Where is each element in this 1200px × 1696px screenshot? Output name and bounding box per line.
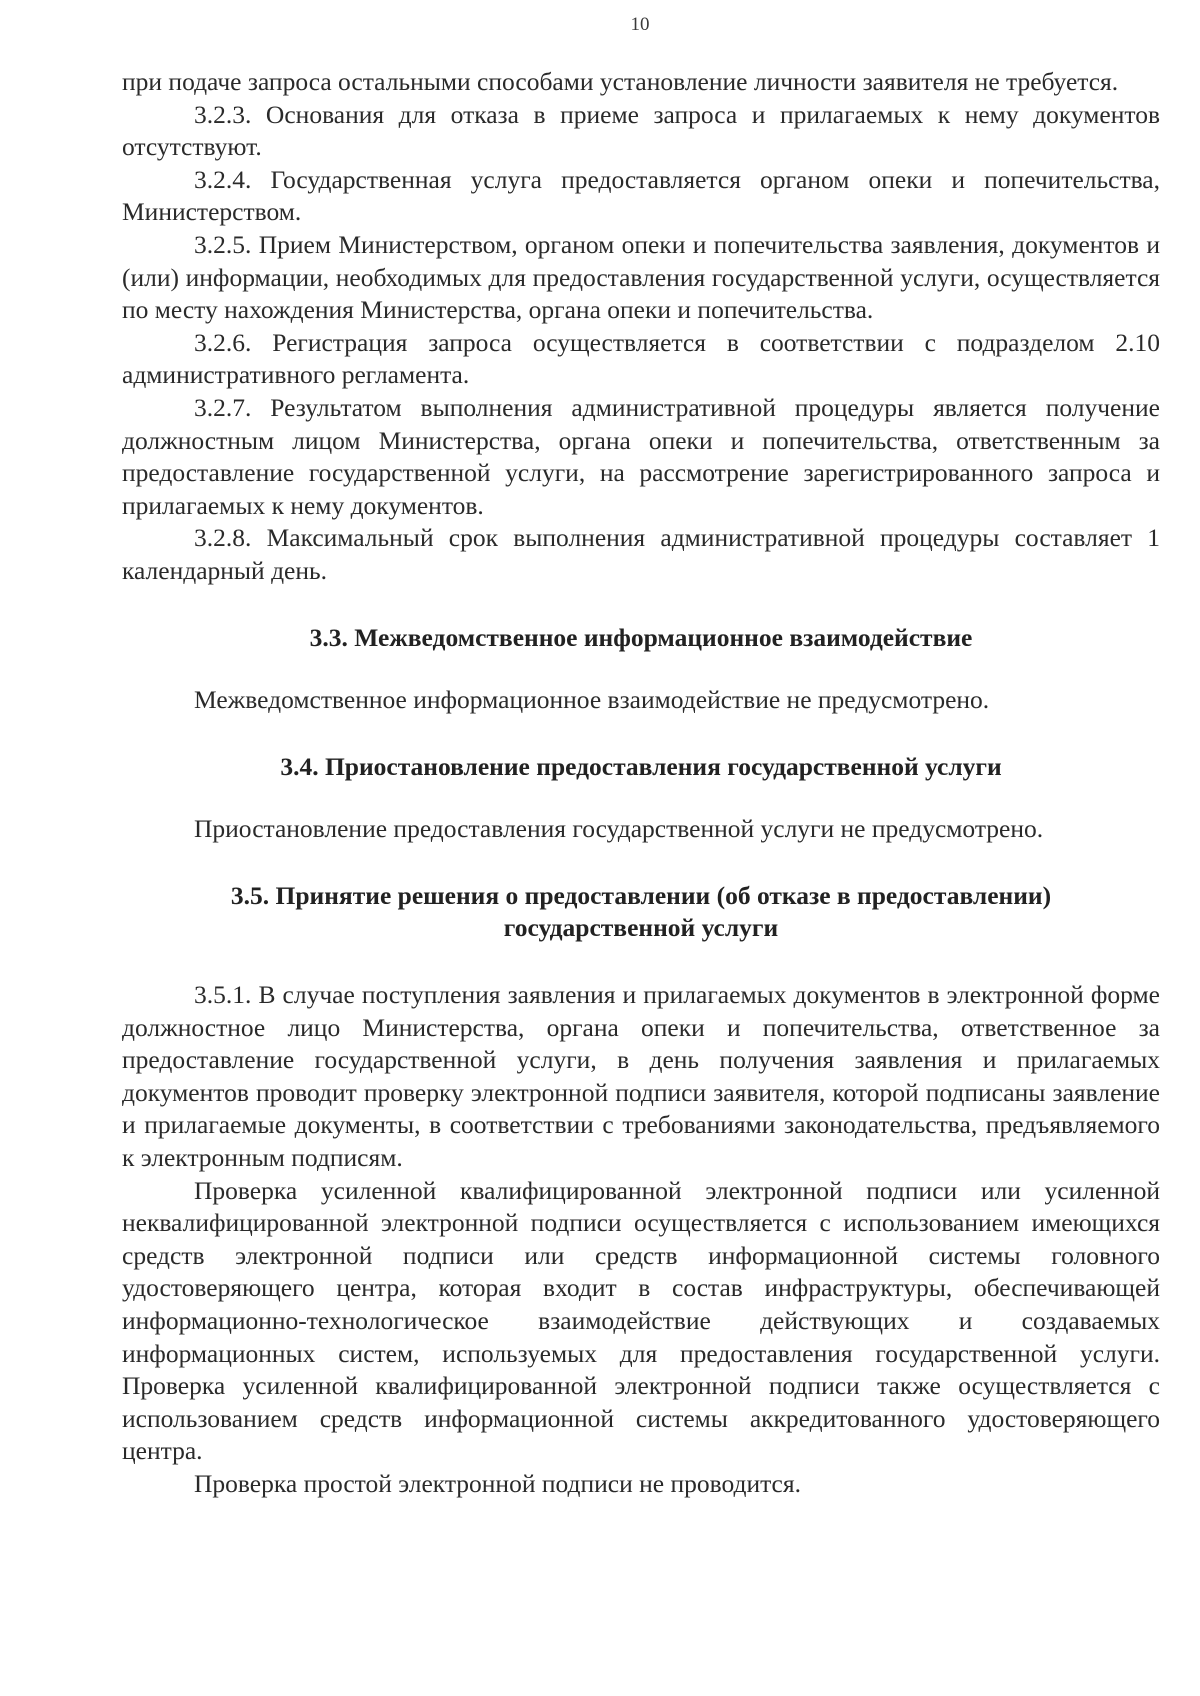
paragraph-3-2-4: 3.2.4. Государственная услуга предоставляется органом опеки и попечительства, Министерством. <box>122 164 1160 227</box>
paragraph-signature-check: Проверка усиленной квалифицированной электронной подписи или усиленной неквалифицированной электронной подписи осуществляется с использованием имеющихся средств электронной подписи или средств информационной системы головного удостоверяющего центра, которая входит в состав инфраструктуры, обеспечивающей информационно-технологическое взаимодействие действующих и создаваемых информационных систем, используемых для предоставления государственной услуги. Проверка усиленной квалифицированной электронной подписи также осуществляется с использованием средств информационной системы аккредитованного удостоверяющего центра. <box>122 1175 1160 1466</box>
paragraph-simple-signature: Проверка простой электронной подписи не проводится. <box>194 1468 801 1498</box>
page-number: 10 <box>630 14 650 35</box>
section-heading-3-3: 3.3. Межведомственное информационное взаимодействие <box>309 622 973 652</box>
paragraph-3-4-body: Приостановление предоставления государственной услуги не предусмотрено. <box>194 814 1044 844</box>
paragraph-3-2-8: 3.2.8. Максимальный срок выполнения административной процедуры составляет 1 календарный день. <box>122 523 1160 585</box>
paragraph-3-2-6: 3.2.6. Регистрация запроса осуществляется в соответствии с подразделом 2.10 административного регламента. <box>122 327 1160 390</box>
paragraph-continuation: при подаче запроса остальными способами установление личности заявителя не требуется. <box>122 67 1119 96</box>
paragraph-3-3-body: Межведомственное информационное взаимодействие не предусмотрено. <box>194 685 990 715</box>
document-body <box>122 66 1160 1501</box>
paragraph-3-5-1: 3.5.1. В случае поступления заявления и прилагаемых документов в электронной форме должностное лицо Министерства, органа опеки и попечительства, ответственное за предоставление государственной услуги, в день получения заявления и прилагаемых документов проводит проверку электронной подписи заявителя, которой подписаны заявление и прилагаемые документы, в соответствии с требованиями законодательства, предъявляемого к электронным подписям. <box>122 980 1160 1173</box>
section-heading-3-5: 3.5. Принятие решения о предоставлении (об отказе в предоставлении) государственной услуги <box>230 880 1052 943</box>
paragraph-3-2-3: 3.2.3. Основания для отказа в приеме запроса и прилагаемых к нему документов отсутствуют. <box>122 99 1160 162</box>
paragraph-3-2-7: 3.2.7. Результатом выполнения административной процедуры является получение должностным лицом Министерства, органа опеки и попечительства, ответственным за предоставление государственной услуги, на рассмотрение зарегистрированного запроса и прилагаемых к нему документов. <box>122 392 1160 520</box>
section-heading-3-4: 3.4. Приостановление предоставления государственной услуги <box>280 751 1002 781</box>
paragraph-3-2-5: 3.2.5. Прием Министерством, органом опеки и попечительства заявления, документов и (или) информации, необходимых для предоставления государственной услуги, осуществляется по месту нахождения Министерства, органа опеки и попечительства. <box>122 229 1160 325</box>
